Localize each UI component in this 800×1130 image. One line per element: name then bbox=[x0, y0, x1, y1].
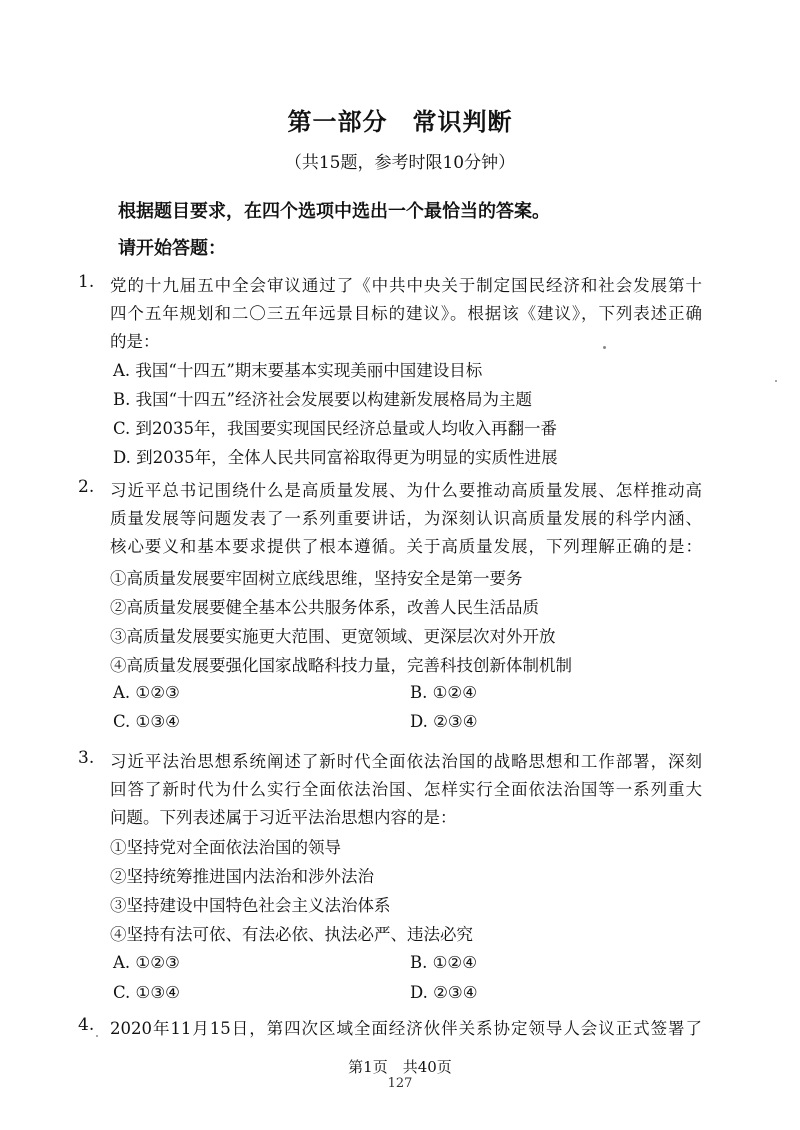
scan-speck bbox=[775, 380, 777, 382]
start-prompt: 请开始答题： bbox=[118, 238, 226, 259]
answer-option-b[interactable]: B. ①②④ bbox=[410, 683, 477, 702]
statement-item: ①高质量发展要牢固树立底线思维，坚持安全是第一要务 bbox=[110, 569, 523, 588]
instruction-text: 根据题目要求，在四个选项中选出一个最恰当的答案。 bbox=[118, 201, 550, 222]
page-number: 127 bbox=[387, 1076, 413, 1091]
question-stem-line: 问题。下列表述属于习近平法治思想内容的是： bbox=[110, 808, 457, 827]
statement-item: ③坚持建设中国特色社会主义法治体系 bbox=[110, 896, 391, 915]
answer-option-c[interactable]: C. ①③④ bbox=[113, 983, 180, 1002]
question-stem-line: 核心要义和基本要求提供了根本遵循。关于高质量发展，下列理解正确的是： bbox=[110, 537, 702, 556]
question-stem-line: 2020年11月15日，第四次区域全面经济伙伴关系协定领导人会议正式签署了 bbox=[110, 1019, 702, 1038]
answer-option-a[interactable]: A. ①②③ bbox=[113, 953, 180, 972]
question-stem-line: 的是： bbox=[110, 332, 160, 351]
question-stem-line: 回答了新时代为什么实行全面依法治国、怎样实行全面依法治国等一系列重大 bbox=[110, 780, 702, 799]
question-number: 2. bbox=[78, 477, 95, 497]
answer-option-b[interactable]: B. 我国“十四五”经济社会发展要以构建新发展格局为主题 bbox=[113, 390, 532, 409]
statement-item: ②高质量发展要健全基本公共服务体系，改善人民生活品质 bbox=[110, 598, 539, 617]
statement-item: ④高质量发展要强化国家战略科技力量，完善科技创新体制机制 bbox=[110, 656, 572, 675]
scan-speck bbox=[96, 1035, 98, 1037]
page-footer: 第1页 共40页 bbox=[348, 1058, 452, 1076]
statement-item: ②坚持统筹推进国内法治和涉外法治 bbox=[110, 867, 374, 886]
section-subtitle: （共15题，参考时限10分钟） bbox=[284, 153, 516, 173]
answer-option-a[interactable]: A. ①②③ bbox=[113, 683, 180, 702]
question-stem-line: 习近平总书记围绕什么是高质量发展、为什么要推动高质量发展、怎样推动高 bbox=[110, 481, 702, 500]
statement-item: ①坚持党对全面依法治国的领导 bbox=[110, 838, 341, 857]
answer-option-a[interactable]: A. 我国“十四五”期末要基本实现美丽中国建设目标 bbox=[113, 361, 483, 380]
statement-item: ③高质量发展要实施更大范围、更宽领域、更深层次对外开放 bbox=[110, 627, 556, 646]
question-number: 1. bbox=[78, 272, 95, 292]
question-stem-line: 四个五年规划和二〇三五年远景目标的建议》。根据该《建议》，下列表述正确 bbox=[110, 304, 702, 323]
question-stem-line: 党的十九届五中全会审议通过了《中共中央关于制定国民经济和社会发展第十 bbox=[110, 276, 702, 295]
question-number: 4. bbox=[78, 1015, 95, 1035]
answer-option-c[interactable]: C. 到2035年，我国要实现国民经济总量或人均收入再翻一番 bbox=[113, 419, 558, 438]
answer-option-c[interactable]: C. ①③④ bbox=[113, 712, 180, 731]
answer-option-b[interactable]: B. ①②④ bbox=[410, 953, 477, 972]
scan-speck bbox=[603, 346, 606, 349]
section-title: 第一部分 常识判断 bbox=[287, 108, 513, 136]
question-stem-line: 习近平法治思想系统阐述了新时代全面依法治国的战略思想和工作部署，深刻 bbox=[110, 752, 702, 771]
statement-item: ④坚持有法可依、有法必依、执法必严、违法必究 bbox=[110, 925, 473, 944]
answer-option-d[interactable]: D. 到2035年，全体人民共同富裕取得更为明显的实质性进展 bbox=[113, 448, 558, 467]
question-stem-line: 质量发展等问题发表了一系列重要讲话，为深刻认识高质量发展的科学内涵、 bbox=[110, 509, 702, 528]
answer-option-d[interactable]: D. ②③④ bbox=[410, 712, 478, 731]
answer-option-d[interactable]: D. ②③④ bbox=[410, 983, 478, 1002]
question-number: 3. bbox=[78, 748, 95, 768]
